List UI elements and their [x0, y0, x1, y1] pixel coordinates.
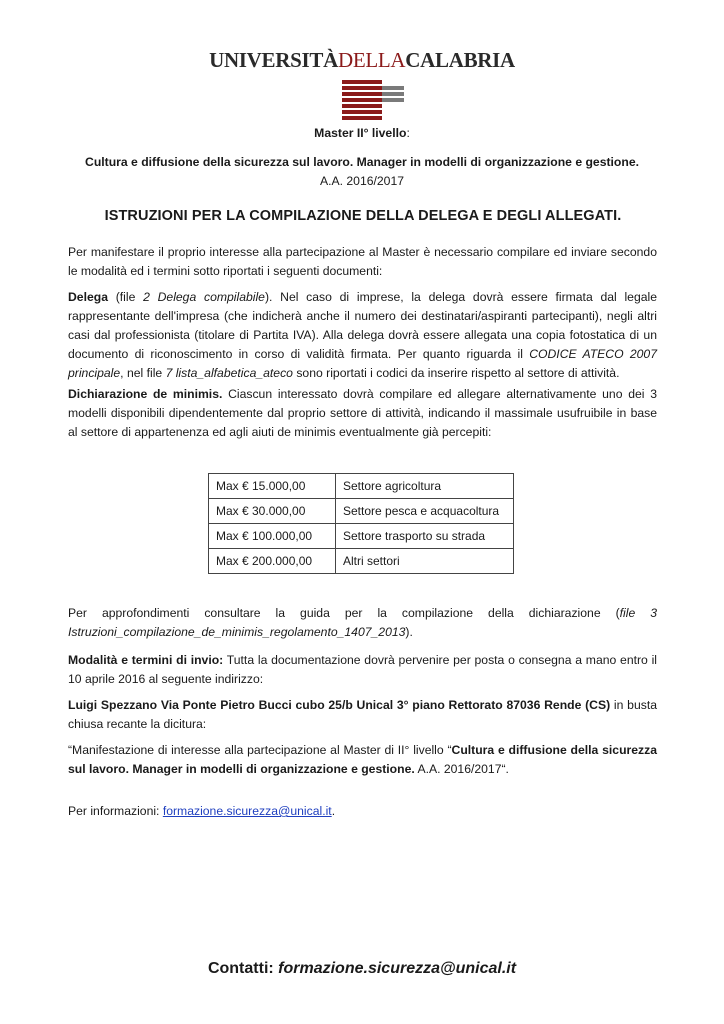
logo-word-universita: UNIVERSITÀ [209, 48, 338, 72]
contacts-label: Contatti: [207, 960, 279, 977]
contacts-footer [0, 959, 724, 978]
sector-cell: Settore pesca e acquacoltura [336, 499, 514, 524]
university-logo [0, 48, 724, 72]
university-name [0, 48, 724, 72]
table-row [209, 524, 514, 549]
minimis-paragraph: Dichiarazione de minimis. Ciascun interessato dovrà compilare ed allegare alternativamente uno dei 3 modelli disponibili dipendentemente dal proprio settore di attività, indicando il massimale usufruibile in base al settore di appartenenza ed agli aiuti de minimis eventualmente già percepiti: [68, 387, 657, 439]
address-paragraph: Luigi Spezzano Via Ponte Pietro Bucci cubo 25/b Unical 3° piano Rettorato 87036 Rende (CS) in busta chiusa recante la dicitura: [68, 698, 657, 731]
table-row [209, 549, 514, 574]
delega-paragraph: Delega (file 2 Delega compilabile). Nel caso di imprese, la delega dovrà essere firmata dal legale rappresentante dell'impresa (che indicherà anche il numero dei destinatari/aspiranti partecipanti), negli altri casi dal professionista (titolare di Partita IVA). Alla delega dovrà essere allegata una copia fotostatica di un documento di riconoscimento in corso di validità firmata. Per quanto riguarda il CODICE ATECO 2007 principale, nel file 7 lista_alfabetica_ateco sono riportati i codici da inserire rispetto al settore di attività. [68, 290, 657, 380]
ateco-code: CODICE ATECO 2007 principale [68, 347, 657, 380]
info-email-link[interactable]: formazione.sicurezza@unical.it [162, 804, 332, 818]
intro-paragraph: Per manifestare il proprio interesse alla partecipazione al Master è necessario compilare ed inviare secondo le modalità ed i termini sotto riportati i seguenti documenti: [68, 245, 657, 278]
contacts-email: formazione.sicurezza@unical.it [278, 960, 517, 977]
academic-year: A.A. 2016/2017 [319, 174, 405, 188]
dicitura-paragraph: “Manifestazione di interesse alla partecipazione al Master di II° livello “Cultura e diffusione della sicurezza sul lavoro. Manager in modelli di organizzazione e gestione. A.A. 2016/2017“. [68, 743, 657, 776]
logo-word-calabria: CALABRIA [405, 48, 515, 72]
table-row [209, 499, 514, 524]
logo-word-della: DELLA [337, 48, 406, 72]
sector-cell: Altri settori [336, 549, 514, 574]
university-emblem-icon [342, 80, 406, 120]
max-cell: Max € 15.000,00 [209, 474, 336, 499]
minimis-table [208, 473, 514, 574]
guide-file: file 3 Istruzioni_compilazione_de_minimis_regolamento_1407_2013 [68, 606, 658, 639]
delega-file: 2 Delega compilabile [143, 290, 265, 304]
info-paragraph: Per informazioni: formazione.sicurezza@unical.it. [68, 804, 336, 818]
delega-heading: Delega [68, 290, 108, 304]
max-cell: Max € 200.000,00 [209, 549, 336, 574]
postal-address: Luigi Spezzano Via Ponte Pietro Bucci cubo 25/b Unical 3° piano Rettorato 87036 Rende (CS) [68, 698, 611, 712]
document-header [0, 124, 724, 191]
minimis-heading: Dichiarazione de minimis. [68, 387, 223, 401]
modalita-paragraph: Modalità e termini di invio: Tutta la documentazione dovrà pervenire per posta o consegna a mano entro il 10 aprile 2016 al seguente indirizzo: [68, 653, 658, 686]
page-title: ISTRUZIONI PER LA COMPILAZIONE DELLA DELEGA E DEGLI ALLEGATI. [104, 208, 622, 224]
master-colon: : [406, 126, 410, 140]
master-label: Master II° livello [314, 126, 407, 140]
table-row [209, 474, 514, 499]
sector-cell: Settore trasporto su strada [336, 524, 514, 549]
modalita-heading: Modalità e termini di invio: [68, 653, 224, 667]
max-cell: Max € 30.000,00 [209, 499, 336, 524]
info-label: Per informazioni: [68, 804, 163, 818]
master-level [0, 124, 724, 143]
max-cell: Max € 100.000,00 [209, 524, 336, 549]
course-title: Cultura e diffusione della sicurezza sul lavoro. Manager in modelli di organizzazione e gestione. [85, 155, 639, 169]
sector-cell: Settore agricoltura [336, 474, 514, 499]
ateco-file: 7 lista_alfabetica_ateco [165, 366, 293, 380]
approfondimenti-paragraph: Per approfondimenti consultare la guida per la compilazione della dichiarazione (file 3 Istruzioni_compilazione_de_minimis_regolamento_1407_2013). [68, 606, 658, 639]
dicitura-course: Cultura e diffusione della sicurezza sul lavoro. Manager in modelli di organizzazione e gestione. [68, 743, 657, 776]
